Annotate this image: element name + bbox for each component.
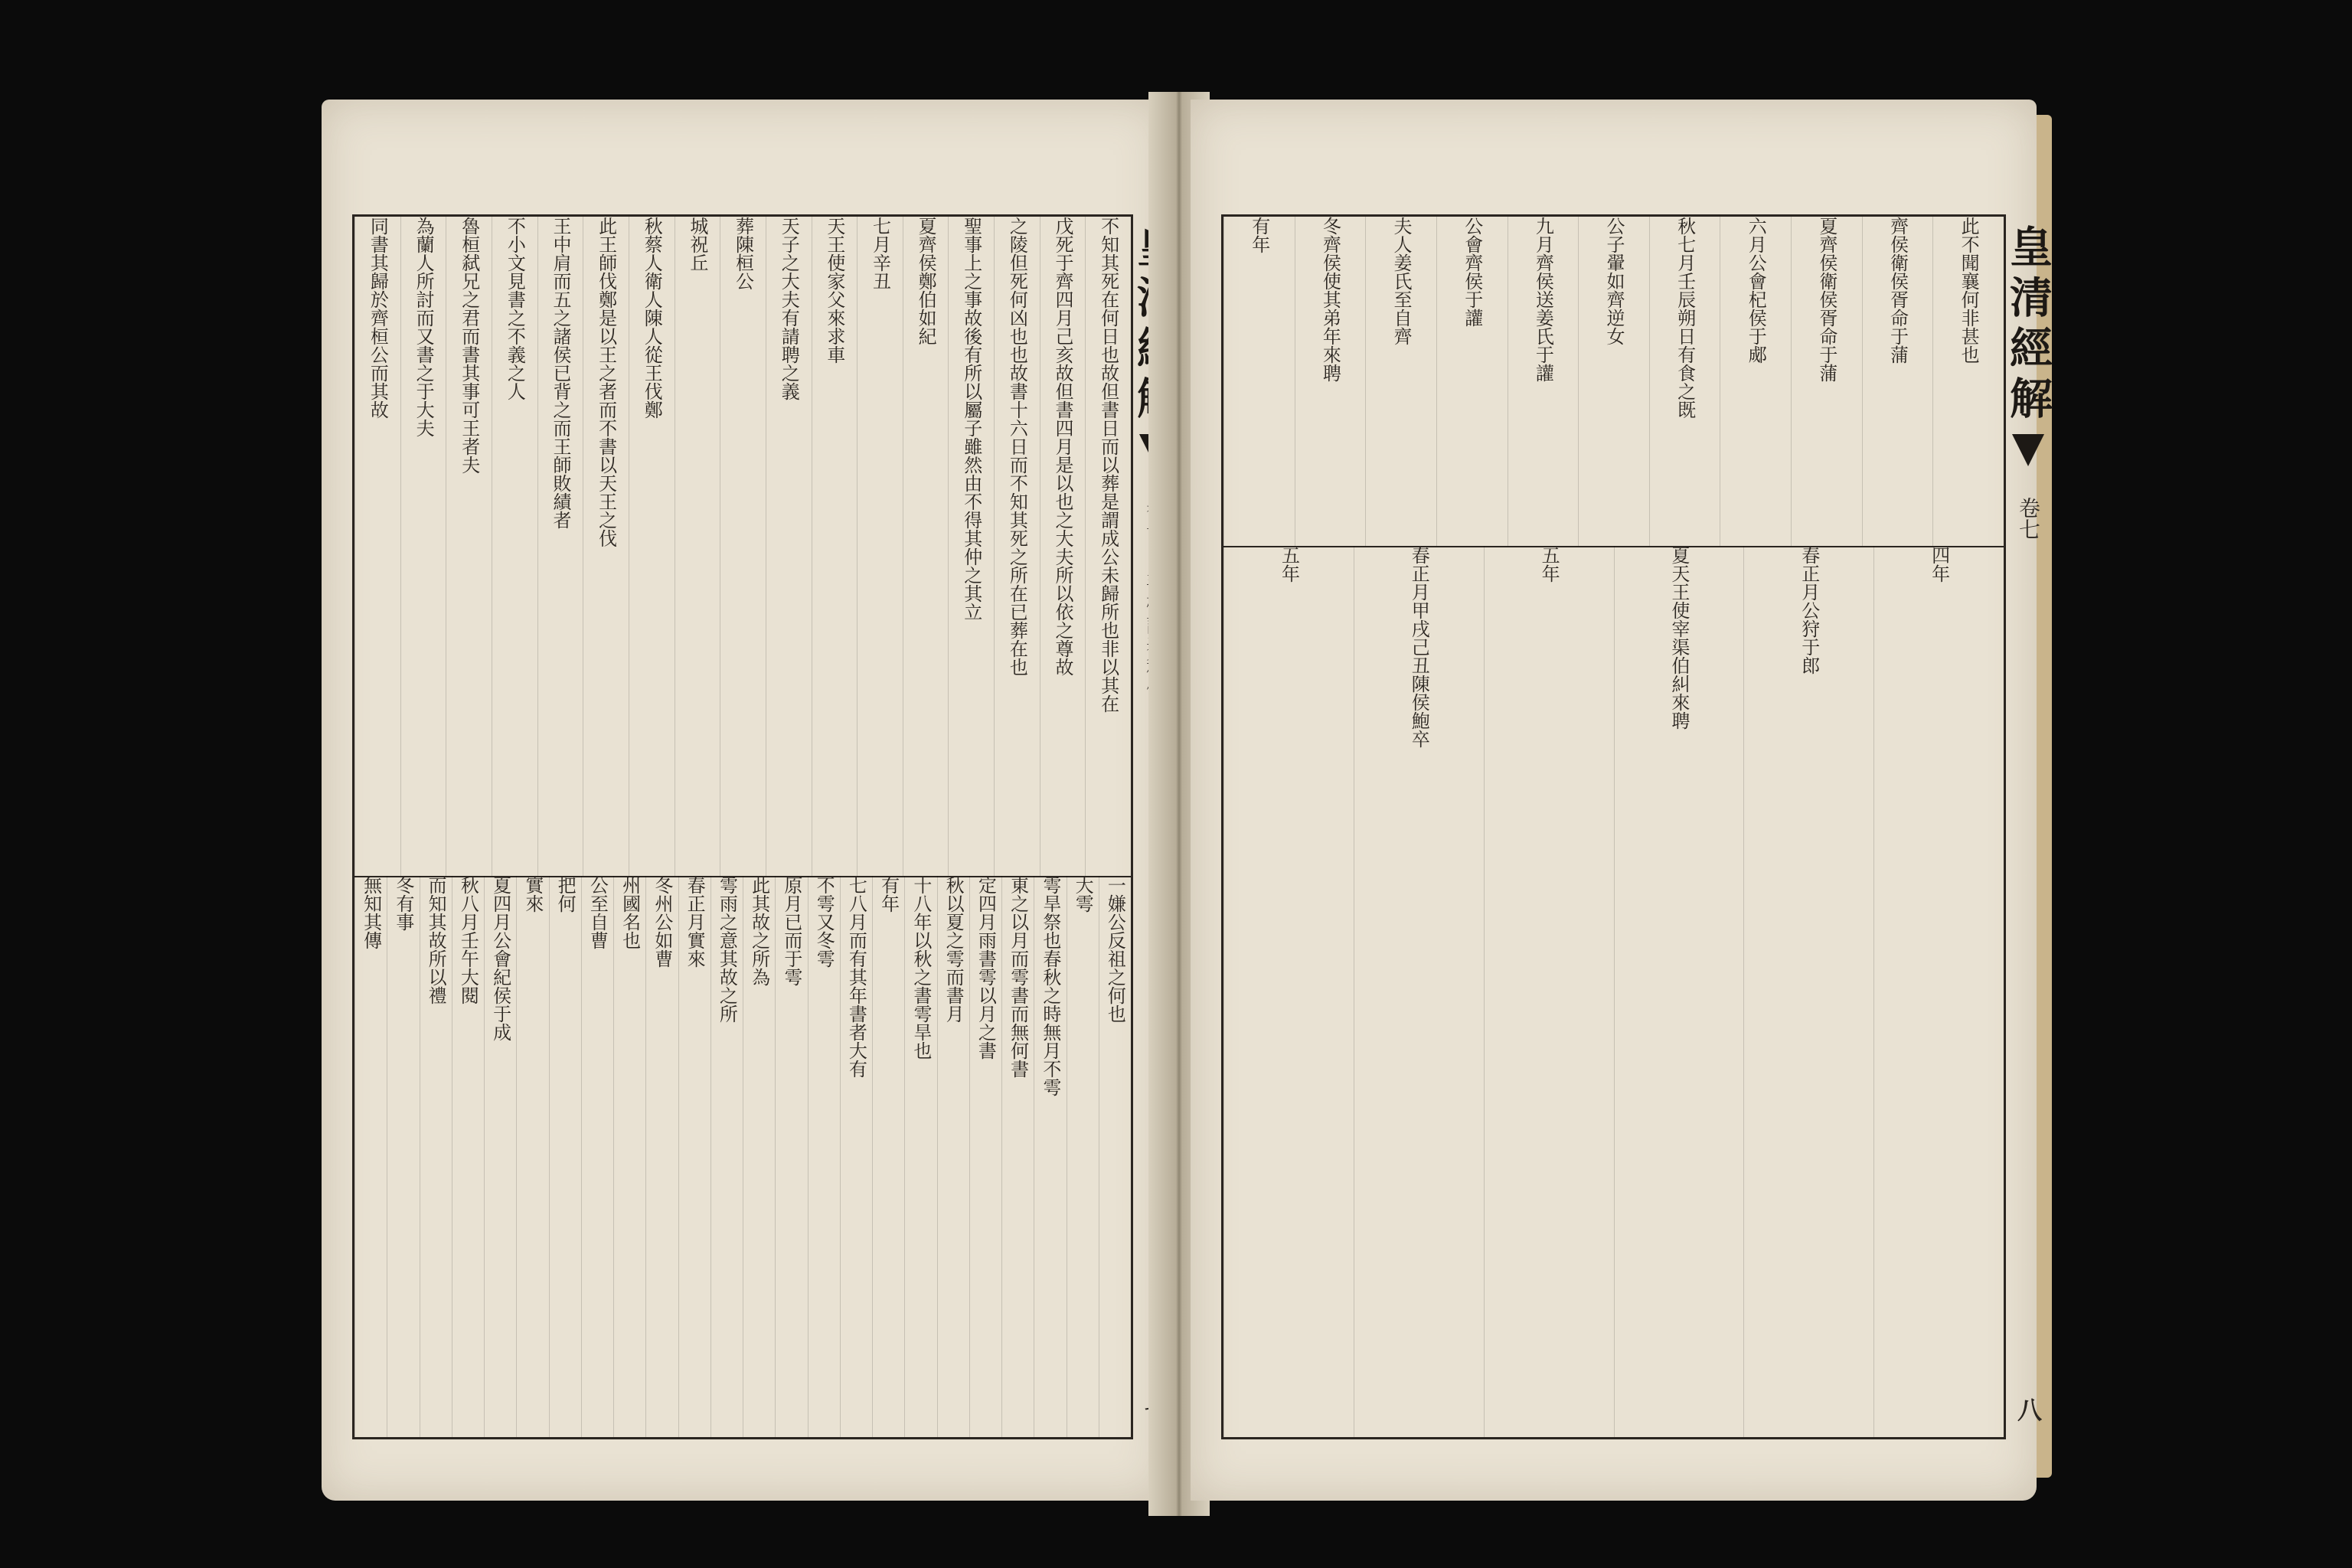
right-lower-column-text: 五年 [1278, 546, 1300, 583]
left-lower-column-text: 公至自曹 [586, 875, 609, 949]
left-upper-column-text: 葬陳桓公 [732, 217, 754, 290]
left-lower-column-text: 東之以月而雩書而無何書 [1007, 875, 1029, 1078]
left-upper-column-text: 七月辛丑 [869, 217, 891, 290]
right-upper-column [1578, 217, 1649, 546]
left-lower-column [549, 876, 581, 1437]
right-text-frame [1221, 214, 2053, 1439]
left-upper-block [354, 217, 1131, 876]
left-upper-column [720, 217, 766, 876]
left-lower-column [452, 876, 484, 1437]
left-upper-column-text: 之陵但死何凶也也故書十六日而不知其死之所在已葬在也 [1006, 217, 1028, 676]
left-lower-block [354, 876, 1131, 1437]
right-upper-column [1720, 217, 1791, 546]
left-upper-column [675, 217, 720, 876]
left-lower-column-text: 而知其故所以禮 [425, 875, 447, 1004]
left-lower-columns [354, 876, 1131, 1437]
left-lower-column [775, 876, 807, 1437]
left-lower-column [678, 876, 710, 1437]
left-lower-column-text: 不雩又冬雩 [813, 875, 835, 968]
right-upper-column-text: 此不聞襄何非甚也 [1958, 217, 1980, 364]
open-book [322, 92, 2053, 1531]
right-lower-block [1223, 546, 2004, 1437]
left-lower-column-text: 定四月雨書雩以月之書 [975, 875, 997, 1060]
right-upper-columns [1223, 217, 2004, 546]
right-lower-column-text: 春正月公狩于郎 [1798, 546, 1820, 675]
fish-tail-mark-icon [2012, 434, 2044, 466]
left-lower-column-text: 實來 [521, 875, 544, 913]
left-lower-column [969, 876, 1001, 1437]
left-lower-column-text: 冬州公如曹 [651, 875, 673, 968]
left-lower-column [1099, 876, 1131, 1437]
left-lower-column-text: 一嫌公反祖之何也 [1104, 875, 1126, 1023]
left-lower-column [354, 876, 387, 1437]
left-lower-column [645, 876, 678, 1437]
right-upper-column-text: 夫人姜氏至自齊 [1390, 217, 1413, 345]
right-upper-column [1932, 217, 2004, 546]
right-upper-column-text: 公會齊侯于讙 [1461, 217, 1483, 327]
left-lower-column [904, 876, 936, 1437]
left-upper-column-text: 城祝丘 [686, 217, 708, 272]
right-margin-strip [2004, 217, 2053, 1437]
left-lower-column-text: 無知其傳 [360, 875, 382, 949]
left-lower-column [420, 876, 452, 1437]
left-lower-column-text: 有年 [877, 875, 900, 913]
right-upper-column [1791, 217, 1862, 546]
left-lower-column-text: 大雩 [1072, 875, 1094, 913]
right-upper-column-text: 齊侯衛侯胥命于蒲 [1886, 217, 1909, 364]
right-book-title: 皇清經解 [2003, 224, 2053, 426]
right-upper-column-text: 公子翬如齊逆女 [1602, 217, 1625, 345]
left-lower-column-text: 雩旱祭也春秋之時無月不雩 [1039, 875, 1061, 1096]
left-upper-column [629, 217, 675, 876]
right-lower-column-text: 四年 [1928, 546, 1950, 583]
left-lower-column-text: 秋以夏之雩而書月 [942, 875, 965, 1023]
right-lower-column [1614, 546, 1744, 1437]
right-lower-column-text: 五年 [1538, 546, 1560, 583]
left-upper-column [766, 217, 812, 876]
left-upper-column-text: 為蘭人所討而又書之于大夫 [413, 217, 435, 437]
left-upper-column [492, 217, 537, 876]
left-lower-column-text: 秋八月壬午大閱 [457, 875, 479, 1004]
left-lower-column-text: 州國名也 [619, 875, 641, 949]
right-lower-column [1743, 546, 1873, 1437]
left-lower-column-text: 夏四月公會紀侯于成 [489, 875, 511, 1041]
left-upper-column [812, 217, 858, 876]
right-upper-column [1365, 217, 1436, 546]
left-upper-column-text: 天子之大夫有請聘之義 [778, 217, 800, 400]
left-lower-column-text: 此其故之所為 [748, 875, 770, 986]
right-page [1191, 100, 2053, 1501]
right-lower-column-text: 春正月甲戌己丑陳侯鮑卒 [1408, 546, 1430, 749]
left-lower-column-text: 七八月而有其年書者大有 [845, 875, 867, 1078]
right-upper-column [1862, 217, 1933, 546]
left-upper-column-text: 王中肩而五之諸侯已背之而王師敗績者 [549, 217, 571, 529]
right-upper-column-text: 秋七月壬辰朔日有食之既 [1674, 217, 1696, 419]
left-upper-column-text: 夏齊侯鄭伯如紀 [915, 217, 937, 345]
left-lower-column [808, 876, 840, 1437]
right-upper-column [1649, 217, 1720, 546]
left-lower-column [937, 876, 969, 1437]
right-lower-columns [1223, 546, 2004, 1437]
left-upper-column-text: 不小文見書之不義之人 [504, 217, 526, 400]
left-upper-column [400, 217, 446, 876]
right-lower-column [1873, 546, 2004, 1437]
right-lower-column [1484, 546, 1614, 1437]
right-upper-column [1436, 217, 1508, 546]
left-lower-column [743, 876, 775, 1437]
left-upper-column-text: 不知其死在何日也故但書日而以葬是謂成公未歸所也非以其在 [1097, 217, 1119, 713]
right-upper-column-text: 冬齊侯使其弟年來聘 [1319, 217, 1341, 382]
right-upper-column-text: 九月齊侯送姜氏于讙 [1532, 217, 1554, 382]
right-volume: 卷七 [2016, 497, 2041, 540]
left-upper-column [1085, 217, 1131, 876]
left-lower-column-text: 把何 [554, 875, 577, 913]
left-upper-column-text: 戊死于齊四月己亥故但書四月是以也之大夫所以依之尊故 [1052, 217, 1074, 676]
left-lower-column-text: 春正月實來 [684, 875, 706, 968]
left-upper-column-text: 秋蔡人衛人陳人從王伐鄭 [641, 217, 663, 419]
left-lower-column [516, 876, 548, 1437]
left-lower-column-text: 十八年以秋之書雩旱也 [910, 875, 932, 1060]
right-upper-column [1295, 217, 1366, 546]
right-top-block [1223, 217, 2004, 546]
left-lower-column [1034, 876, 1066, 1437]
left-upper-column [994, 217, 1040, 876]
left-upper-columns [354, 217, 1131, 876]
left-upper-column-text: 天王使家父來求車 [823, 217, 845, 364]
left-lower-column-text: 雩雨之意其故之所 [716, 875, 738, 1023]
left-lower-column [387, 876, 419, 1437]
left-lower-column-text: 原月已而于雩 [780, 875, 802, 986]
left-text-frame [352, 214, 1133, 1439]
left-lower-column [484, 876, 516, 1437]
right-lower-column [1354, 546, 1484, 1437]
left-upper-column [537, 217, 583, 876]
left-upper-column [583, 217, 629, 876]
left-upper-column-text: 同書其歸於齊桓公而其故 [367, 217, 389, 419]
right-upper-column [1508, 217, 1579, 546]
left-lower-column [1067, 876, 1099, 1437]
right-upper-column-text: 有年 [1248, 217, 1270, 253]
left-lower-column [581, 876, 613, 1437]
right-lower-column [1223, 546, 1354, 1437]
left-lower-column-text: 冬有事 [392, 875, 414, 931]
left-upper-column-text: 聖事上之事故後有所以屬子雖然由不得其仲之其立 [960, 217, 982, 621]
left-upper-column [354, 217, 400, 876]
left-upper-column [903, 217, 949, 876]
left-upper-column [1040, 217, 1086, 876]
right-upper-column-text: 夏齊侯衛侯胥命于蒲 [1815, 217, 1838, 382]
right-upper-column [1223, 217, 1295, 546]
left-upper-column [446, 217, 492, 876]
left-upper-column-text: 此王師伐鄭是以王之者而不書以天王之伐 [595, 217, 617, 547]
left-lower-column [840, 876, 872, 1437]
left-page [322, 100, 1164, 1501]
left-upper-column [948, 217, 994, 876]
left-lower-column [872, 876, 904, 1437]
left-upper-column-text: 魯桓弑兄之君而書其事可王者夫 [458, 217, 480, 474]
left-upper-column [857, 217, 903, 876]
right-upper-column-text: 六月公會杞侯于郕 [1745, 217, 1767, 364]
right-page-number: 八 [2014, 1397, 2043, 1422]
left-lower-column [1001, 876, 1034, 1437]
right-lower-column-text: 夏天王使宰渠伯糾來聘 [1668, 546, 1690, 730]
left-lower-column [613, 876, 645, 1437]
left-lower-column [710, 876, 743, 1437]
